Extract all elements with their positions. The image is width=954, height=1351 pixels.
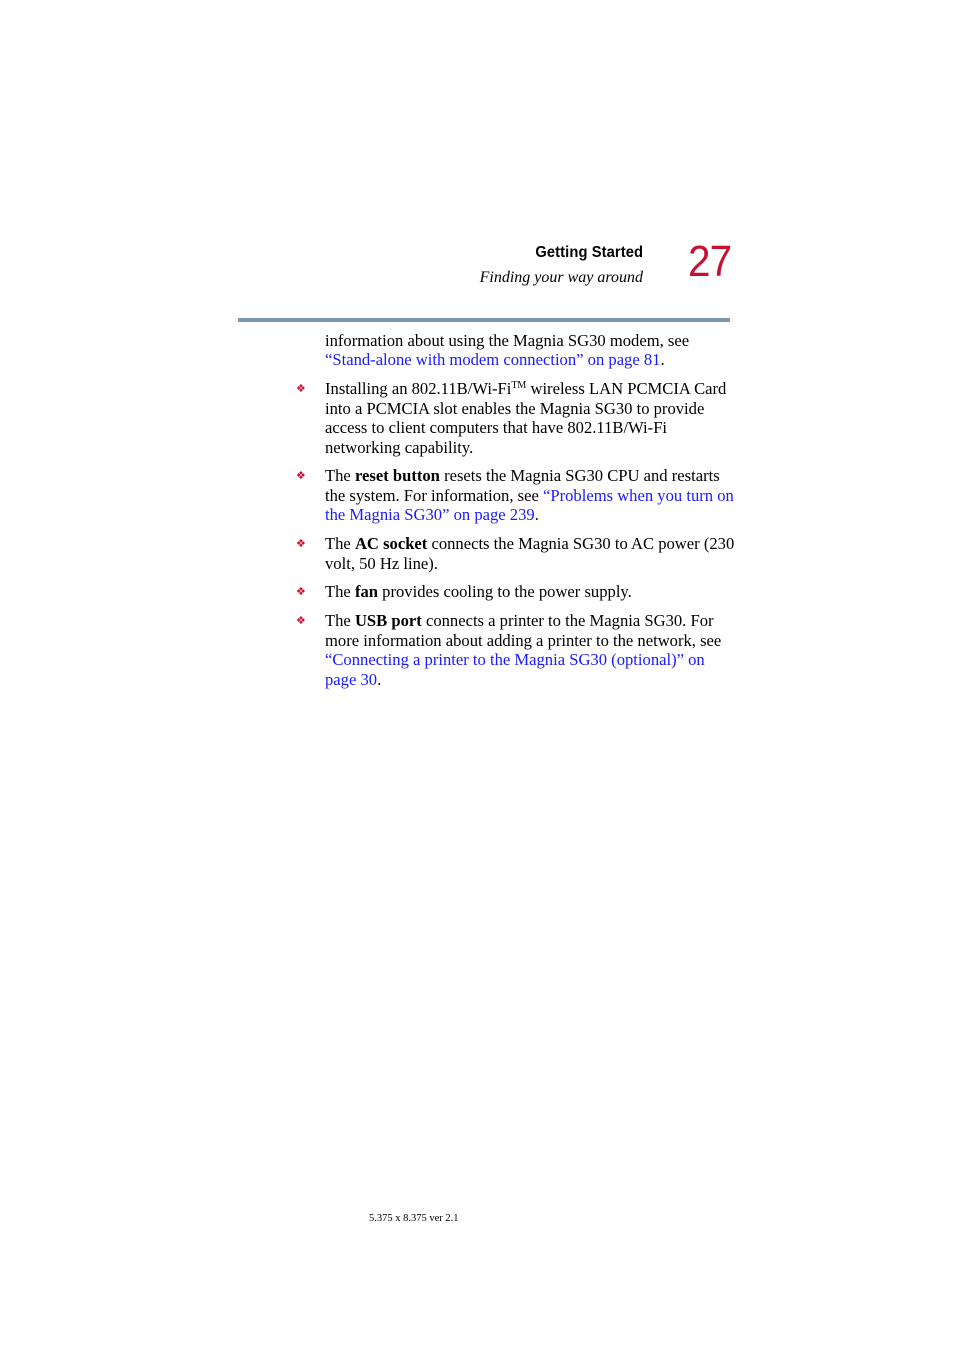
page-body [296,331,735,699]
bullet-item-reset-button [296,466,735,525]
bullet-text: The [325,582,355,602]
bullet-item-ac-socket [296,534,735,573]
bullet-text: connects a printer to the Magnia SG30. For more information about adding a printer to the network, see [325,611,722,650]
running-header-chapter: Finding your way around [479,269,643,286]
bullet-text: wireless LAN PCMCIA Card into a PCMCIA slot enables the Magnia SG30 to provide access to client computers that have 802.11B/Wi-Fi networking capability. [325,379,727,457]
diamond-bullet-icon: ❖ [296,537,306,551]
bullet-text: connects the Magnia SG30 to AC power (230 volt, 50 Hz line). [325,534,735,573]
cross-reference-link[interactable]: “Connecting a printer to the Magnia SG30 (optional)” on page 30 [325,650,705,689]
bullet-text: resets the Magnia SG30 CPU and restarts the system. For information, see [325,466,720,505]
bullet-item-wifi [296,379,735,457]
bullet-item-usb-port [296,611,735,689]
continuation-paragraph [325,331,735,370]
bullet-term: reset button [354,466,440,486]
page-number: 27 [688,237,732,286]
header-rule [238,318,730,322]
bullet-text: The [325,466,355,486]
bullet-term: fan [354,582,379,602]
cross-reference-link[interactable]: “Stand-alone with modem connection” on page 81 [325,350,661,370]
bullet-term: USB port [354,611,422,631]
running-header-section: Getting Started [535,244,643,261]
trademark-superscript: TM [511,380,527,392]
continuation-text: information about using the Magnia SG30 modem, see [325,331,690,350]
bullet-tail: . [377,669,382,689]
diamond-bullet-icon: ❖ [296,382,306,396]
diamond-bullet-icon: ❖ [296,585,306,599]
bullet-tail: . [534,505,539,525]
continuation-tail: . [660,350,665,370]
page-footer: 5.375 x 8.375 ver 2.1 [369,1213,459,1224]
bullet-text: Installing an 802.11B/Wi-Fi [325,379,512,399]
bullet-text: provides cooling to the power supply. [378,582,632,602]
bullet-term: AC socket [354,534,428,554]
diamond-bullet-icon: ❖ [296,614,306,628]
cross-reference-link[interactable]: “Problems when you turn on the Magnia SG30” on page 239 [325,485,734,525]
bullet-text: The [325,534,355,554]
bullet-item-fan [296,582,735,602]
bullet-text: The [325,611,355,631]
diamond-bullet-icon: ❖ [296,469,306,483]
